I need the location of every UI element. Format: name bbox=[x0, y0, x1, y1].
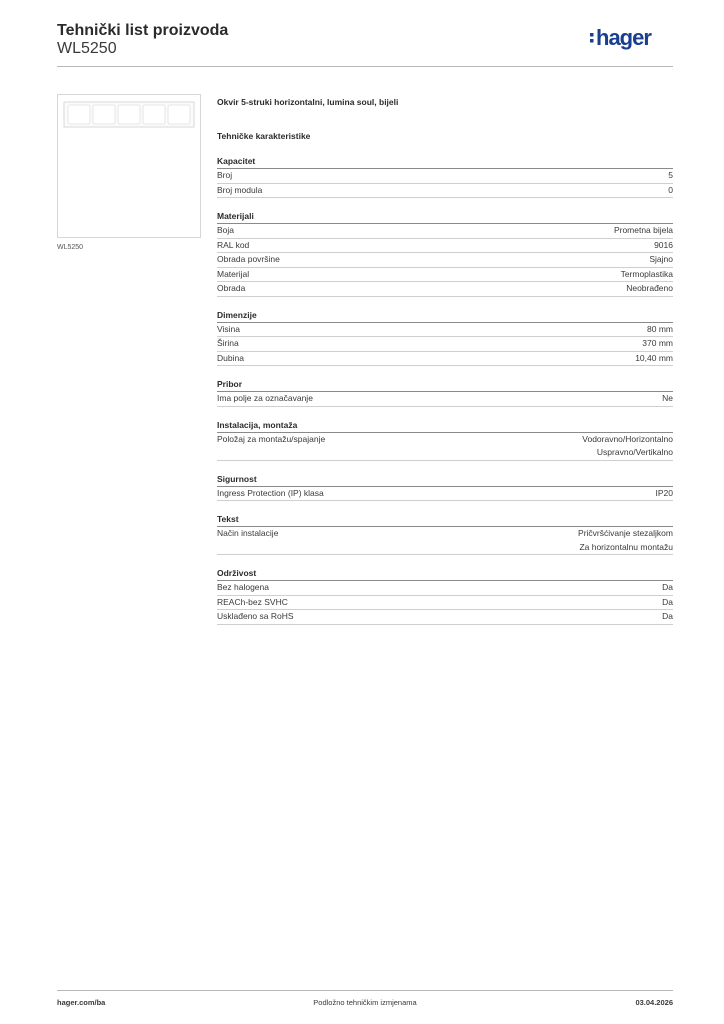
spec-value: Termoplastika bbox=[620, 268, 673, 279]
product-details bbox=[217, 95, 673, 625]
spec-value bbox=[578, 527, 673, 554]
spec-label: Boja bbox=[217, 225, 235, 235]
logo-dot-bottom bbox=[590, 39, 594, 43]
spec-section bbox=[217, 210, 673, 297]
spec-row bbox=[217, 337, 673, 352]
spec-value: Ne bbox=[662, 393, 673, 403]
spec-value-line: Za horizontalnu montažu bbox=[579, 541, 673, 552]
spec-section bbox=[217, 473, 673, 502]
footer-date: 03.04.2026 bbox=[635, 998, 673, 1007]
spec-row bbox=[217, 268, 673, 283]
spec-label: Ima polje za označavanje bbox=[217, 393, 313, 403]
spec-value-line: Uspravno/Vertikalno bbox=[596, 447, 673, 457]
section-title: Sigurnost bbox=[217, 473, 673, 487]
spec-sections bbox=[217, 155, 673, 625]
spec-row bbox=[217, 596, 673, 611]
logo-dot-top bbox=[590, 33, 594, 37]
spec-row bbox=[217, 323, 673, 338]
spec-label: Širina bbox=[217, 338, 239, 348]
characteristics-heading: Tehničke karakteristike bbox=[217, 131, 311, 141]
footer-website: hager.com/ba bbox=[57, 998, 106, 1007]
section-title: Dimenzije bbox=[217, 309, 673, 323]
document-subtitle: WL5250 bbox=[57, 40, 117, 57]
spec-label: Bez halogena bbox=[217, 582, 269, 592]
section-title: Materijali bbox=[217, 210, 673, 224]
spec-row bbox=[217, 282, 673, 297]
spec-label: REACh-bez SVHC bbox=[217, 596, 288, 607]
document-footer bbox=[57, 998, 673, 1010]
spec-label: Broj modula bbox=[217, 184, 263, 195]
spec-label: Materijal bbox=[217, 268, 250, 279]
spec-value-line: Pričvršćivanje stezaljkom bbox=[578, 528, 673, 538]
spec-label: Obrada bbox=[217, 283, 246, 293]
spec-section bbox=[217, 378, 673, 407]
spec-row bbox=[217, 392, 673, 407]
spec-value: Da bbox=[662, 611, 673, 621]
spec-value: 370 mm bbox=[642, 338, 673, 348]
section-title: Pribor bbox=[217, 378, 673, 392]
spec-label: Broj bbox=[217, 170, 233, 180]
spec-value-line: Vodoravno/Horizontalno bbox=[582, 433, 673, 444]
spec-section bbox=[217, 309, 673, 367]
spec-section bbox=[217, 567, 673, 625]
frame-illustration bbox=[58, 95, 200, 237]
spec-value: Prometna bijela bbox=[613, 225, 673, 235]
spec-value: 5 bbox=[668, 170, 673, 180]
spec-row bbox=[217, 581, 673, 596]
spec-row bbox=[217, 169, 673, 184]
header-divider bbox=[57, 66, 673, 67]
hager-logo bbox=[589, 26, 673, 52]
document-header bbox=[57, 20, 673, 68]
product-image-caption: WL5250 bbox=[57, 244, 84, 251]
spec-value: 0 bbox=[668, 184, 673, 195]
spec-value: 10,40 mm bbox=[635, 352, 673, 363]
spec-section bbox=[217, 513, 673, 555]
product-name: Okvir 5-struki horizontalni, lumina soul, bijeli bbox=[217, 97, 399, 107]
logo-text: hager bbox=[596, 26, 651, 50]
product-image bbox=[57, 94, 201, 238]
spec-label: Obrada površine bbox=[217, 254, 280, 264]
spec-row bbox=[217, 487, 673, 502]
spec-row bbox=[217, 527, 673, 555]
spec-value bbox=[582, 433, 673, 460]
spec-row bbox=[217, 184, 673, 199]
document-title: Tehnički list proizvoda bbox=[57, 22, 229, 39]
footer-disclaimer: Podložno tehničkim izmjenama bbox=[313, 998, 417, 1007]
section-title: Održivost bbox=[217, 567, 673, 581]
spec-row bbox=[217, 224, 673, 239]
spec-section bbox=[217, 155, 673, 198]
spec-label: Dubina bbox=[217, 352, 244, 363]
spec-row bbox=[217, 352, 673, 367]
spec-row bbox=[217, 610, 673, 625]
section-title: Kapacitet bbox=[217, 155, 673, 169]
spec-value: Da bbox=[662, 596, 673, 607]
spec-value: 9016 bbox=[654, 239, 673, 250]
spec-value: 80 mm bbox=[647, 323, 673, 334]
spec-label: Visina bbox=[217, 323, 240, 334]
spec-row bbox=[217, 253, 673, 268]
section-title: Instalacija, montaža bbox=[217, 419, 673, 433]
spec-label: RAL kod bbox=[217, 239, 250, 250]
spec-row bbox=[217, 433, 673, 461]
spec-value: Da bbox=[662, 582, 673, 592]
footer-divider bbox=[57, 990, 673, 991]
spec-section bbox=[217, 419, 673, 461]
spec-label: Položaj za montažu/spajanje bbox=[217, 433, 326, 444]
spec-label: Ingress Protection (IP) klasa bbox=[217, 487, 324, 498]
spec-label: Način instalacije bbox=[217, 528, 279, 538]
spec-value: Neobrađeno bbox=[626, 283, 673, 293]
spec-row bbox=[217, 239, 673, 254]
spec-value: Sjajno bbox=[649, 254, 673, 264]
section-title: Tekst bbox=[217, 513, 673, 527]
spec-value: IP20 bbox=[655, 487, 673, 498]
spec-label: Usklađeno sa RoHS bbox=[217, 611, 294, 621]
